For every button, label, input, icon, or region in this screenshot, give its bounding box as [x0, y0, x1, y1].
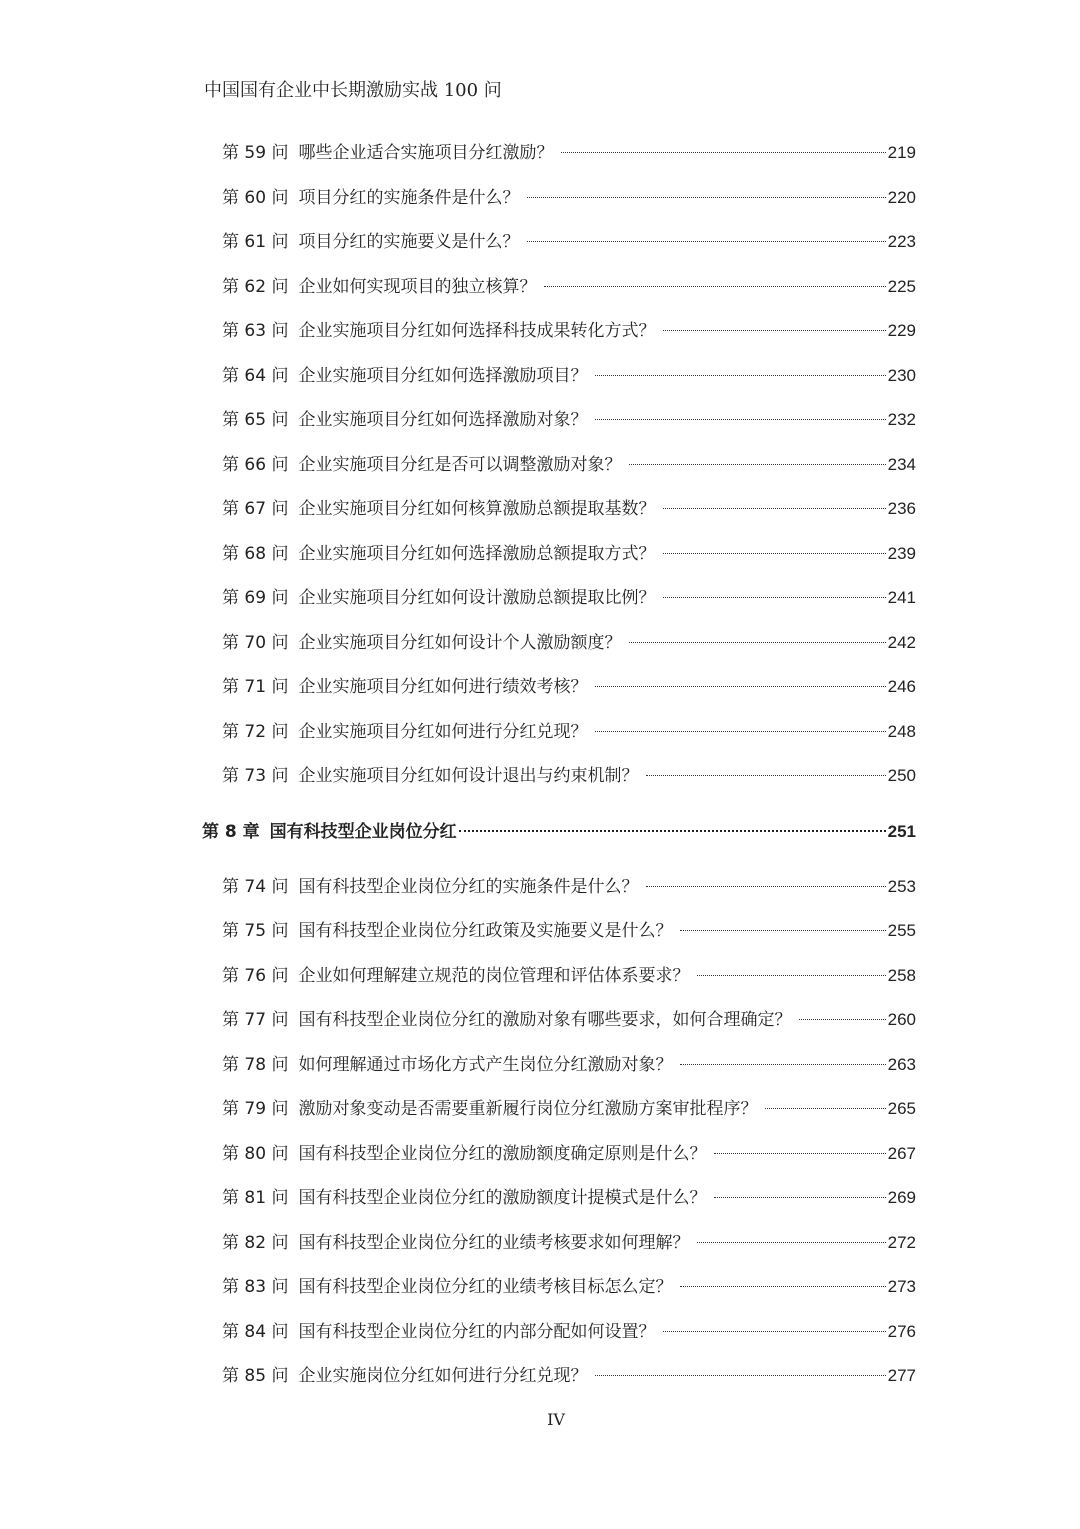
- entry-title: 企业实施项目分红如何设计退出与约束机制？: [298, 766, 639, 786]
- dot-leader: [646, 886, 885, 887]
- toc-entry[interactable]: [222, 541, 916, 567]
- dot-leader: [714, 1197, 885, 1198]
- entry-page-number: 263: [887, 1055, 916, 1074]
- toc-entry[interactable]: [222, 407, 916, 433]
- toc-entry[interactable]: [222, 1052, 916, 1078]
- toc-entry[interactable]: [222, 963, 916, 989]
- entry-page-number: 232: [887, 410, 916, 429]
- toc-entry[interactable]: [222, 1007, 916, 1033]
- entry-title: 企业实施项目分红如何设计个人激励额度？: [298, 633, 622, 653]
- entry-page-number: 272: [887, 1233, 916, 1252]
- dot-leader: [663, 553, 885, 554]
- entry-title: 国有科技型企业岗位分红的内部分配如何设置？: [298, 1322, 656, 1342]
- entry-title: 企业实施项目分红如何选择激励项目？: [298, 366, 588, 386]
- entry-page-number: 229: [887, 321, 916, 340]
- entry-title: 如何理解通过市场化方式产生岗位分红激励对象？: [298, 1055, 673, 1075]
- dot-leader: [799, 1019, 885, 1020]
- entry-number: 第 64 问: [222, 366, 289, 386]
- toc-entry[interactable]: [222, 1319, 916, 1345]
- entry-number: 第 84 问: [222, 1322, 289, 1342]
- entry-title: 国有科技型企业岗位分红的业绩考核目标怎么定？: [298, 1277, 673, 1297]
- entry-title: 企业实施项目分红如何核算激励总额提取基数？: [298, 499, 656, 519]
- dot-leader: [714, 1153, 885, 1154]
- dot-leader: [663, 597, 885, 598]
- entry-number: 第 78 问: [222, 1055, 289, 1075]
- entry-page-number: 236: [887, 499, 916, 518]
- toc-entry[interactable]: [222, 1230, 916, 1256]
- dot-leader: [697, 1242, 885, 1243]
- entry-number: 第 68 问: [222, 544, 289, 564]
- entry-title: 企业实施项目分红如何选择激励对象？: [298, 410, 588, 430]
- entry-page-number: 241: [887, 588, 916, 607]
- toc-entry[interactable]: [222, 763, 916, 789]
- entry-page-number: 220: [887, 188, 916, 207]
- dot-leader: [561, 152, 885, 153]
- entry-page-number: 267: [887, 1144, 916, 1163]
- entry-number: 第 76 问: [222, 966, 289, 986]
- dot-leader: [697, 975, 885, 976]
- entry-number: 第 77 问: [222, 1010, 289, 1030]
- dot-leader: [680, 1064, 885, 1065]
- entry-title: 企业实施岗位分红如何进行分红兑现？: [298, 1366, 588, 1386]
- dot-leader: [544, 286, 885, 287]
- entry-title: 企业实施项目分红如何选择激励总额提取方式？: [298, 544, 656, 564]
- dot-leader: [595, 731, 885, 732]
- entry-number: 第 75 问: [222, 921, 289, 941]
- entry-page-number: 253: [887, 877, 916, 896]
- toc-entry[interactable]: [222, 585, 916, 611]
- toc-entry[interactable]: [222, 140, 916, 166]
- entry-title: 哪些企业适合实施项目分红激励？: [298, 143, 554, 163]
- entry-page-number: 269: [887, 1188, 916, 1207]
- dot-leader: [663, 330, 885, 331]
- entry-number: 第 62 问: [222, 277, 289, 297]
- entry-number: 第 61 问: [222, 232, 289, 252]
- entry-page-number: 258: [887, 966, 916, 985]
- dot-leader: [765, 1108, 885, 1109]
- entry-page-number: 273: [887, 1277, 916, 1296]
- entry-title: 企业实施项目分红是否可以调整激励对象？: [298, 455, 622, 475]
- toc-entry[interactable]: [222, 274, 916, 300]
- entry-title: 项目分红的实施条件是什么？: [298, 188, 520, 208]
- dot-leader: [595, 375, 885, 376]
- dot-leader: [527, 197, 885, 198]
- entry-number: 第 63 问: [222, 321, 289, 341]
- entry-number: 第 70 问: [222, 633, 289, 653]
- entry-title: 国有科技型企业岗位分红: [269, 822, 457, 842]
- toc-entry[interactable]: [222, 719, 916, 745]
- entry-page-number: 239: [887, 544, 916, 563]
- toc-entry[interactable]: [222, 1185, 916, 1211]
- entry-title: 激励对象变动是否需要重新履行岗位分红激励方案审批程序？: [298, 1099, 758, 1119]
- entry-number: 第 79 问: [222, 1099, 289, 1119]
- entry-number: 第 81 问: [222, 1188, 289, 1208]
- toc-entry[interactable]: [222, 674, 916, 700]
- toc-entry[interactable]: [222, 1096, 916, 1122]
- entry-title: 企业实施项目分红如何进行分红兑现？: [298, 722, 588, 742]
- entry-number: 第 73 问: [222, 766, 289, 786]
- toc-entry[interactable]: [222, 363, 916, 389]
- entry-number: 第 71 问: [222, 677, 289, 697]
- entry-title: 企业实施项目分红如何进行绩效考核？: [298, 677, 588, 697]
- dot-leader: [459, 830, 886, 832]
- entry-page-number: 230: [887, 366, 916, 385]
- dot-leader: [595, 686, 885, 687]
- toc-entry[interactable]: [222, 496, 916, 522]
- entry-page-number: 219: [887, 143, 916, 162]
- entry-number: 第 80 问: [222, 1144, 289, 1164]
- dot-leader: [646, 775, 885, 776]
- entry-page-number: 251: [887, 822, 916, 841]
- entry-page-number: 260: [887, 1010, 916, 1029]
- entry-number: 第 65 问: [222, 410, 289, 430]
- entry-number: 第 66 问: [222, 455, 289, 475]
- entry-title: 国有科技型企业岗位分红的业绩考核要求如何理解？: [298, 1233, 690, 1253]
- entry-page-number: 234: [887, 455, 916, 474]
- entry-number: 第 59 问: [222, 143, 289, 163]
- toc-entry[interactable]: [222, 918, 916, 944]
- toc-entry[interactable]: [222, 1141, 916, 1167]
- entry-title: 国有科技型企业岗位分红政策及实施要义是什么？: [298, 921, 673, 941]
- toc-entry[interactable]: [222, 1274, 916, 1300]
- running-header: 中国国有企业中长期激励实战 100 问: [204, 80, 502, 101]
- entry-number: 第 82 问: [222, 1233, 289, 1253]
- entry-title: 国有科技型企业岗位分红的激励额度确定原则是什么？: [298, 1144, 707, 1164]
- entry-title: 国有科技型企业岗位分红的实施条件是什么？: [298, 877, 639, 897]
- dot-leader: [595, 419, 885, 420]
- entry-page-number: 225: [887, 277, 916, 296]
- entry-number: 第 72 问: [222, 722, 289, 742]
- entry-number: 第 8 章: [202, 822, 260, 842]
- toc-entry[interactable]: [222, 318, 916, 344]
- entry-number: 第 74 问: [222, 877, 289, 897]
- entry-title: 国有科技型企业岗位分红的激励对象有哪些要求，如何合理确定？: [298, 1010, 792, 1030]
- entry-page-number: 276: [887, 1322, 916, 1341]
- entry-title: 企业实施项目分红如何选择科技成果转化方式？: [298, 321, 656, 341]
- entry-page-number: 277: [887, 1366, 916, 1385]
- entry-number: 第 83 问: [222, 1277, 289, 1297]
- dot-leader: [680, 1286, 885, 1287]
- entry-page-number: 223: [887, 232, 916, 251]
- page-number: IV: [547, 1410, 565, 1429]
- toc-entry[interactable]: [222, 229, 916, 255]
- dot-leader: [595, 1375, 885, 1376]
- entry-page-number: 246: [887, 677, 916, 696]
- dot-leader: [663, 1331, 885, 1332]
- dot-leader: [629, 642, 885, 643]
- entry-title: 国有科技型企业岗位分红的激励额度计提模式是什么？: [298, 1188, 707, 1208]
- entry-page-number: 248: [887, 722, 916, 741]
- entry-number: 第 60 问: [222, 188, 289, 208]
- toc-chapter-entry[interactable]: [202, 819, 916, 845]
- toc-entry[interactable]: [222, 874, 916, 900]
- toc-entry[interactable]: [222, 630, 916, 656]
- dot-leader: [629, 464, 885, 465]
- dot-leader: [527, 241, 885, 242]
- entry-page-number: 265: [887, 1099, 916, 1118]
- toc-entry[interactable]: [222, 185, 916, 211]
- entry-page-number: 255: [887, 921, 916, 940]
- dot-leader: [680, 930, 885, 931]
- entry-number: 第 67 问: [222, 499, 289, 519]
- dot-leader: [663, 508, 885, 509]
- toc-entry[interactable]: [222, 1363, 916, 1389]
- entry-title: 企业如何实现项目的独立核算？: [298, 277, 537, 297]
- entry-number: 第 69 问: [222, 588, 289, 608]
- entry-page-number: 242: [887, 633, 916, 652]
- entry-title: 项目分红的实施要义是什么？: [298, 232, 520, 252]
- entry-title: 企业如何理解建立规范的岗位管理和评估体系要求？: [298, 966, 690, 986]
- toc-entry[interactable]: [222, 452, 916, 478]
- entry-title: 企业实施项目分红如何设计激励总额提取比例？: [298, 588, 656, 608]
- entry-page-number: 250: [887, 766, 916, 785]
- entry-number: 第 85 问: [222, 1366, 289, 1386]
